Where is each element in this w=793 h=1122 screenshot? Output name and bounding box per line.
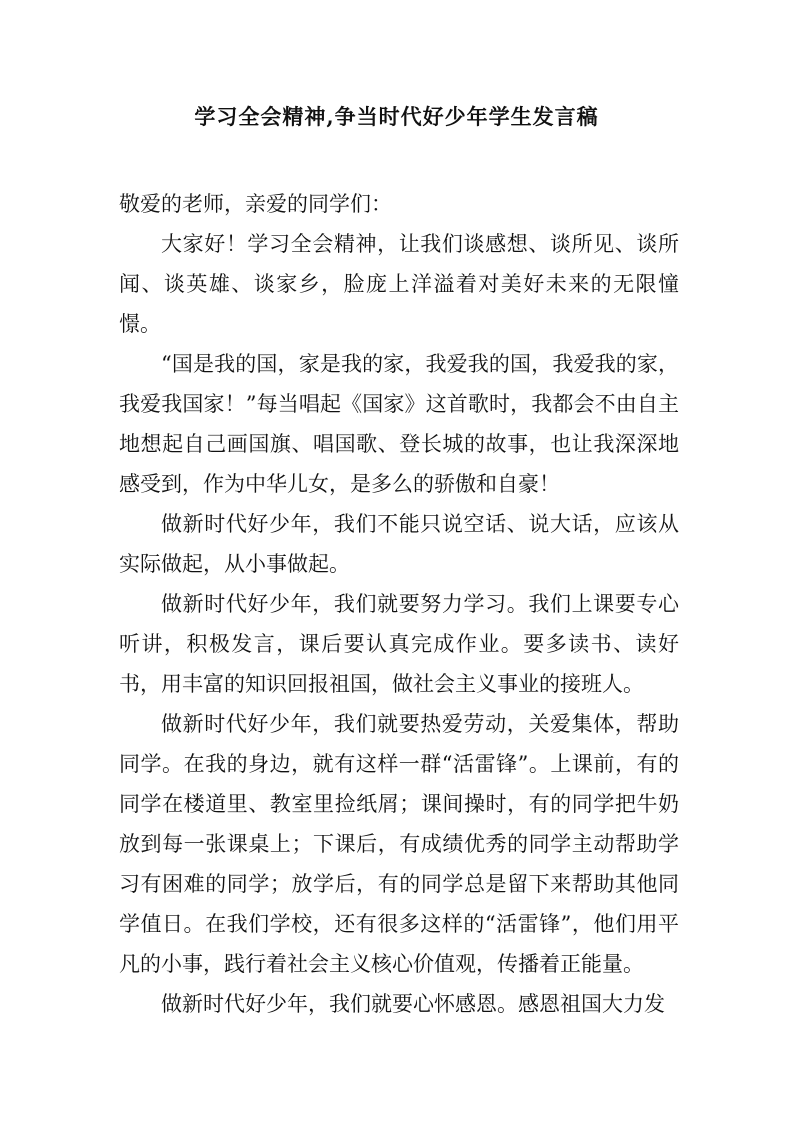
paragraph-gratitude: 做新时代好少年，我们就要心怀感恩。感恩祖国大力发 <box>161 992 665 1016</box>
paragraph-love-labor: 做新时代好少年，我们就要热爱劳动，关爱集体，帮助同学。在我的身边，就有这样一群“活雷锋”。上课前，有的同学在楼道里、教室里捡纸屑；课间操时，有的同学把牛奶放到每一张课桌上；下课后，有成绩优秀的同学主动帮助学习有困难的同学；放学后，有的同学总是留下来帮助其他同学值日。在我们学校，还有很多这样的“活雷锋”，他们用平凡的小事，践行着社会主义核心价值观，传播着正能量。 <box>119 712 679 976</box>
salutation: 敬爱的老师，亲爱的同学们： <box>119 192 392 216</box>
paragraph-greeting: 大家好！学习全会精神，让我们谈感想、谈所见、谈所闻、谈英雄、谈家乡，脸庞上洋溢着对美好未来的无限憧憬。 <box>119 232 679 336</box>
paragraph-act-from-small-things: 做新时代好少年，我们不能只说空话、说大话，应该从实际做起，从小事做起。 <box>119 512 679 576</box>
document-title: 学习全会精神,争当时代好少年学生发言稿 <box>194 104 599 129</box>
paragraph-study-hard: 做新时代好少年，我们就要努力学习。我们上课要专心听讲，积极发言，课后要认真完成作业。要多读书、读好书，用丰富的知识回报祖国，做社会主义事业的接班人。 <box>119 592 679 696</box>
paragraph-song-quote: “国是我的国，家是我的家，我爱我的国，我爱我的家，我爱我国家！”每当唱起《国家》这首歌时，我都会不由自主地想起自己画国旗、唱国歌、登长城的故事，也让我深深地感受到，作为中华儿女，是多么的骄傲和自豪！ <box>119 352 679 496</box>
document-body <box>119 184 679 1024</box>
